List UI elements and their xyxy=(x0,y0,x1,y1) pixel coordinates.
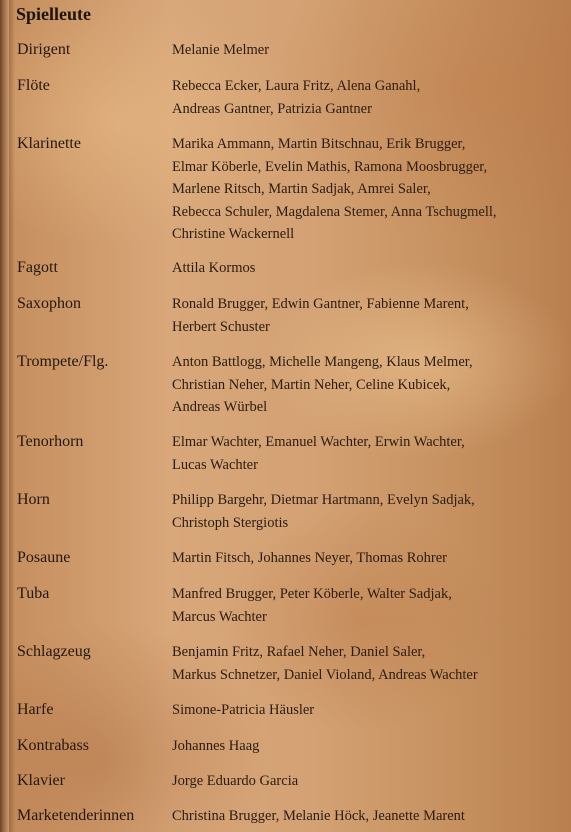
section-row xyxy=(0,132,567,246)
members-line: Rebecca Ecker, Laura Fritz, Alena Ganahl, xyxy=(172,78,421,94)
section-row xyxy=(0,430,567,476)
section-row xyxy=(0,488,567,534)
members-line: Martin Fitsch, Johannes Neyer, Thomas Rohrer xyxy=(172,550,448,566)
members-line: Rebecca Schuler, Magdalena Stemer, Anna Tschugmell, xyxy=(172,203,497,220)
members-list xyxy=(172,74,567,120)
section-row xyxy=(0,74,567,120)
members-line: Andreas Gantner, Patrizia Gantner xyxy=(172,100,372,117)
instrument-label: Saxophon xyxy=(17,295,81,312)
instrument-label: Tenorhorn xyxy=(17,433,84,450)
members-line: Lucas Wachter xyxy=(172,456,258,473)
members-line: Christina Brugger, Melanie Höck, Jeanette Marent xyxy=(172,808,465,824)
members-list xyxy=(172,256,567,280)
instrument-label: Klavier xyxy=(17,772,65,789)
instrument-label: Harfe xyxy=(17,701,54,718)
instrument-label: Kontrabass xyxy=(17,737,89,754)
instrument-label: Klarinette xyxy=(17,135,81,152)
section-row xyxy=(0,350,567,419)
members-list xyxy=(172,430,567,476)
members-line: Melanie Melmer xyxy=(172,42,270,58)
members-list xyxy=(172,350,567,419)
page-title: Spielleute xyxy=(16,4,91,24)
members-line: Andreas Würbel xyxy=(172,399,268,416)
members-list xyxy=(172,488,567,534)
members-line: Herbert Schuster xyxy=(172,318,270,335)
instrument-label: Fagott xyxy=(17,259,58,276)
section-row xyxy=(0,582,567,628)
members-list xyxy=(172,734,567,758)
instrument-label: Marketenderinnen xyxy=(17,807,135,824)
members-line: Christian Neher, Martin Neher, Celine Kubicek, xyxy=(172,376,451,393)
members-line: Attila Kormos xyxy=(172,260,256,276)
section-row xyxy=(0,256,567,280)
members-line: Johannes Haag xyxy=(172,738,260,754)
members-line: Philipp Bargehr, Dietmar Hartmann, Evelyn Sadjak, xyxy=(172,492,475,508)
section-row xyxy=(0,804,567,828)
members-line: Simone-Patricia Häusler xyxy=(172,702,315,718)
members-line: Marcus Wachter xyxy=(172,608,267,625)
instrument-label: Horn xyxy=(17,491,50,508)
section-row xyxy=(0,734,567,758)
instrument-label: Dirigent xyxy=(17,41,71,58)
section-row xyxy=(0,546,567,570)
members-line: Elmar Wachter, Emanuel Wachter, Erwin Wachter, xyxy=(172,434,465,450)
members-line: Christine Wackernell xyxy=(172,226,295,243)
members-list xyxy=(172,769,567,793)
section-row xyxy=(0,292,567,338)
instrument-label: Schlagzeug xyxy=(17,643,91,660)
instrument-label: Trompete/Flg. xyxy=(17,353,109,370)
members-line: Marika Ammann, Martin Bitschnau, Erik Brugger, xyxy=(172,136,466,152)
section-row xyxy=(0,38,567,62)
section-row xyxy=(0,698,567,722)
members-list xyxy=(172,132,567,246)
members-line: Benjamin Fritz, Rafael Neher, Daniel Saler, xyxy=(172,644,426,660)
members-list xyxy=(172,698,567,722)
members-line: Markus Schnetzer, Daniel Violand, Andreas Wachter xyxy=(172,666,478,683)
instrument-label: Tuba xyxy=(17,585,50,602)
instrument-label: Posaune xyxy=(17,549,71,566)
members-line: Elmar Köberle, Evelin Mathis, Ramona Moosbrugger, xyxy=(172,158,488,175)
members-list xyxy=(172,546,567,570)
members-line: Manfred Brugger, Peter Köberle, Walter Sadjak, xyxy=(172,586,452,602)
members-list xyxy=(172,640,567,686)
members-list xyxy=(172,292,567,338)
instrument-label: Flöte xyxy=(17,77,50,94)
members-line: Anton Battlogg, Michelle Mangeng, Klaus Melmer, xyxy=(172,354,473,370)
members-line: Marlene Ritsch, Martin Sadjak, Amrei Saler, xyxy=(172,181,431,198)
section-row xyxy=(0,640,567,686)
members-list xyxy=(172,582,567,628)
members-line: Ronald Brugger, Edwin Gantner, Fabienne Marent, xyxy=(172,296,469,312)
members-list xyxy=(172,804,567,828)
members-line: Christoph Stergiotis xyxy=(172,514,289,531)
members-line: Jorge Eduardo Garcia xyxy=(172,773,299,789)
section-row xyxy=(0,769,567,793)
members-list xyxy=(172,38,567,62)
